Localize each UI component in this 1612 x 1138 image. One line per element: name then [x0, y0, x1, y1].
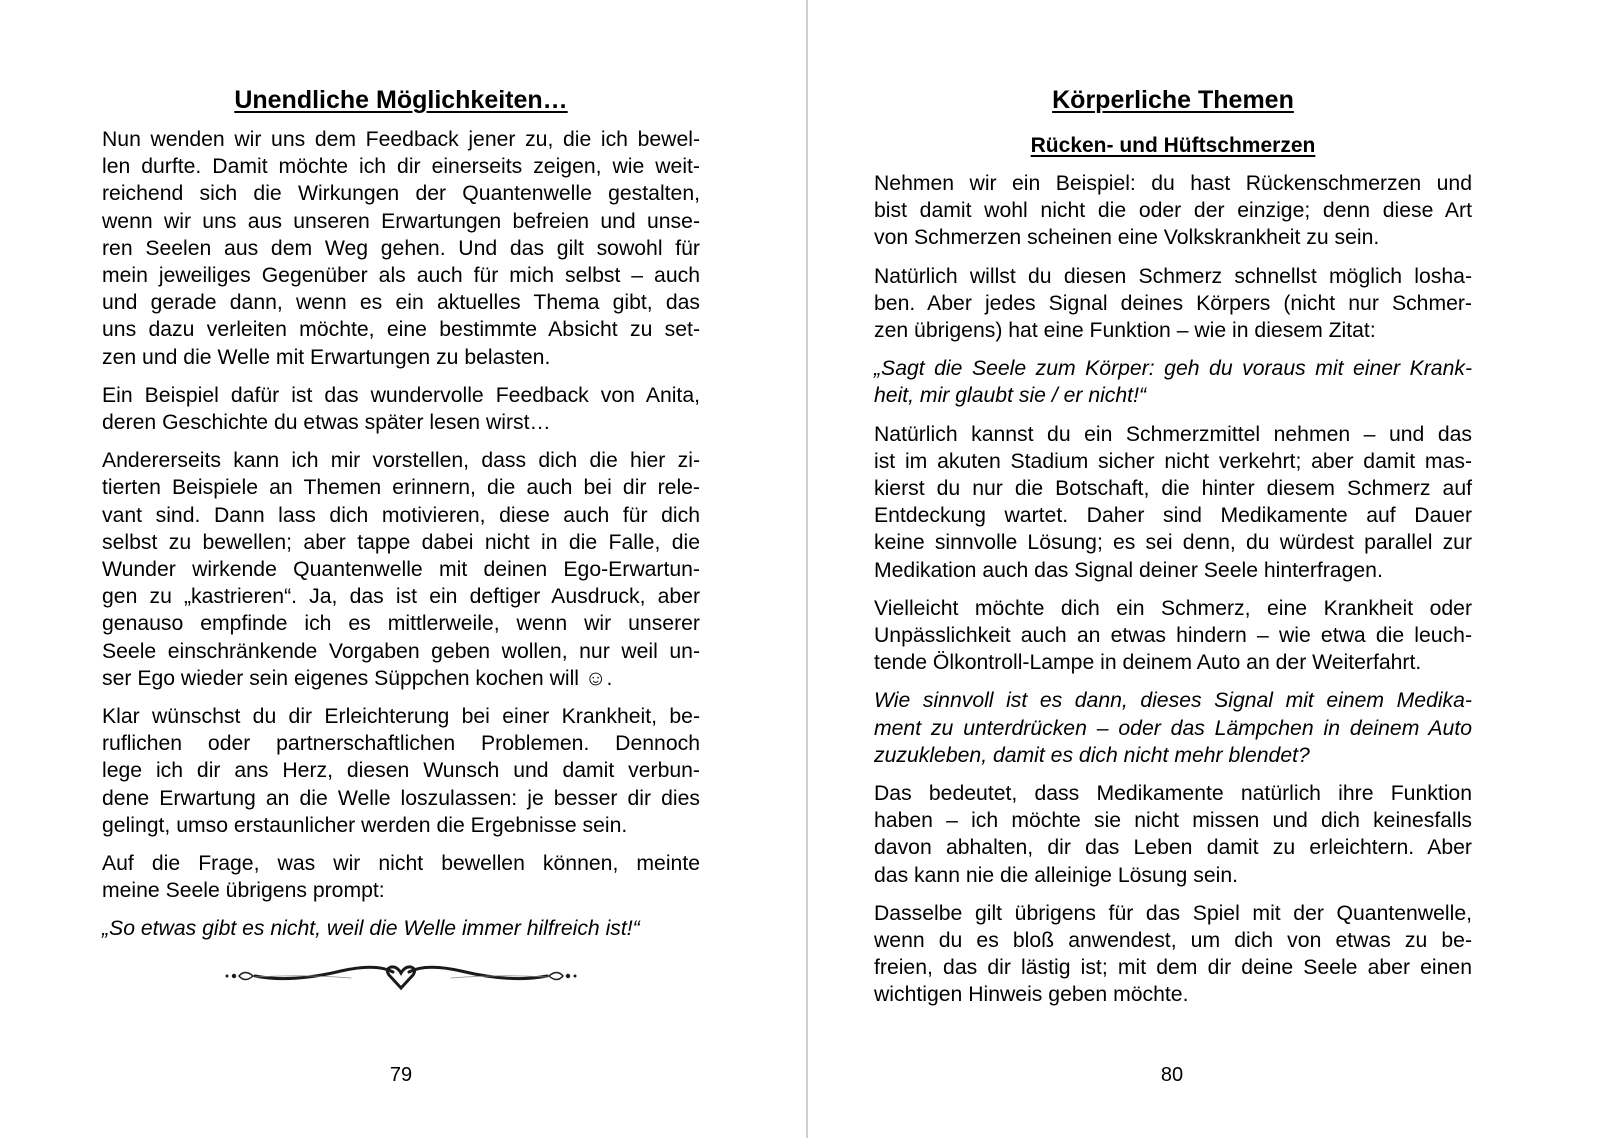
body-paragraph	[874, 780, 1472, 889]
body-paragraph	[874, 170, 1472, 252]
body-paragraph	[874, 595, 1472, 677]
text-line: ben. Aber jedes Signal deines Körpers (nicht nur Schmer-	[874, 291, 1472, 315]
text-line: von Schmerzen scheinen eine Volkskrankheit zu sein.	[874, 226, 1380, 250]
body-paragraph	[102, 382, 700, 436]
text-line: tierten Beispiele an Themen erinnern, die auch bei dir rele-	[102, 476, 700, 500]
text-line: gen zu „kastrieren“. Ja, das ist ein deftiger Ausdruck, aber	[102, 585, 700, 609]
body-paragraph	[102, 447, 700, 692]
page-number: 80	[1160, 1064, 1184, 1086]
text-line: vant sind. Dann lass dich motivieren, diese auch für dich	[102, 503, 700, 527]
text-line: Natürlich kannst du ein Schmerzmittel nehmen – und das	[874, 422, 1472, 446]
body-paragraph	[874, 900, 1472, 1009]
text-line: ruflichen oder partnerschaftlichen Problemen. Dennoch	[102, 732, 700, 756]
text-line: Auf die Frage, was wir nicht bewellen können, meinte	[102, 852, 700, 876]
section-subtitle: Rücken- und Hüftschmerzen	[1030, 134, 1316, 157]
left-page-body	[102, 126, 700, 943]
text-line: ment zu unterdrücken – oder das Lämpchen in deinem Auto	[874, 716, 1472, 740]
text-line: dene Erwartung an die Welle loszulassen: je besser dir dies	[102, 786, 700, 810]
text-line: genauso empfinde ich es mittlerweile, wenn wir unserer	[102, 612, 700, 636]
text-line: zuzukleben, damit es dich nicht mehr blendet?	[874, 743, 1310, 767]
text-line: Natürlich willst du diesen Schmerz schnellst möglich losha-	[874, 264, 1472, 288]
text-line: „So etwas gibt es nicht, weil die Welle immer hilfreich ist!“	[102, 917, 640, 941]
text-line: selbst zu bewellen; aber tappe dabei nicht in die Falle, die	[102, 530, 700, 554]
right-page-body	[874, 170, 1472, 1009]
text-line: Vielleicht möchte dich ein Schmerz, eine Krankheit oder	[874, 596, 1472, 620]
text-line: wenn wir uns aus unseren Erwartungen befreien und unse-	[102, 209, 700, 233]
quote-paragraph	[874, 355, 1472, 409]
text-line: reichend sich die Wirkungen der Quantenwelle gestalten,	[102, 182, 700, 206]
left-page-content	[102, 84, 700, 993]
text-line: Unpässlichkeit auch an etwas hindern – wie etwa die leuch-	[874, 624, 1472, 648]
heart-flourish-divider-icon	[221, 959, 581, 993]
text-line: ren Seelen aus dem Weg gehen. Und das gilt sowohl für	[102, 236, 700, 260]
text-line: wenn du es bloß anwendest, um dich von etwas zu be-	[874, 929, 1472, 953]
text-line: kierst du nur die Botschaft, die hinter diesem Schmerz auf	[874, 477, 1472, 501]
text-line: haben – ich möchte sie nicht missen und dich keinesfalls	[874, 809, 1472, 833]
text-line: „Sagt die Seele zum Körper: geh du voraus mit einer Krank-	[874, 357, 1472, 381]
quote-paragraph	[102, 915, 700, 942]
text-line: wichtigen Hinweis geben möchte.	[874, 983, 1189, 1007]
page-number: 79	[389, 1064, 413, 1086]
right-page-content	[874, 84, 1472, 1020]
text-line: zen übrigens) hat eine Funktion – wie in diesem Zitat:	[874, 319, 1376, 343]
text-line: Andererseits kann ich mir vorstellen, dass dich die hier zi-	[102, 449, 700, 473]
text-line: Nehmen wir ein Beispiel: du hast Rückenschmerzen und	[874, 172, 1472, 195]
text-line: Dasselbe gilt übrigens für das Spiel mit der Quantenwelle,	[874, 901, 1472, 925]
text-line: uns dazu verleiten möchte, eine bestimmte Absicht zu set-	[102, 318, 700, 342]
text-line: meine Seele übrigens prompt:	[102, 879, 385, 903]
right-page	[808, 0, 1612, 1138]
body-paragraph	[102, 126, 700, 371]
body-paragraph	[102, 850, 700, 904]
body-paragraph	[874, 421, 1472, 584]
text-line: lege ich dir ans Herz, diesen Wunsch und damit verbun-	[102, 759, 700, 783]
text-line: mein jeweiliges Gegenüber als auch für mich selbst – auch	[102, 264, 700, 288]
text-line: bist damit wohl nicht die oder der einzige; denn diese Art	[874, 199, 1472, 223]
text-line: tende Ölkontroll-Lampe in deinem Auto an der Weiterfahrt.	[874, 651, 1422, 675]
text-line: keine sinnvolle Lösung; es sei denn, du würdest parallel zur	[874, 531, 1472, 555]
text-line: Entdeckung wartet. Daher sind Medikamente auf Dauer	[874, 504, 1472, 528]
text-line: ser Ego wieder sein eigenes Süppchen kochen will ☺.	[102, 666, 613, 690]
text-line: Medikation auch das Signal deiner Seele hinterfragen.	[874, 558, 1383, 582]
text-line: gelingt, umso erstaunlicher werden die Ergebnisse sein.	[102, 813, 628, 837]
text-line: zen und die Welle mit Erwartungen zu belasten.	[102, 345, 551, 369]
text-line: Ein Beispiel dafür ist das wundervolle Feedback von Anita,	[102, 383, 700, 407]
text-line: len durfte. Damit möchte ich dir einerseits zeigen, wie weit-	[102, 155, 700, 179]
chapter-title: Unendliche Möglichkeiten…	[234, 86, 568, 114]
text-line: das kann nie die alleinige Lösung sein.	[874, 863, 1238, 887]
text-line: Wie sinnvoll ist es dann, dieses Signal mit einem Medika-	[874, 689, 1472, 713]
text-line: heit, mir glaubt sie / er nicht!“	[874, 384, 1147, 408]
quote-paragraph	[874, 687, 1472, 769]
text-line: davon abhalten, dir das Leben damit zu erleichtern. Aber	[874, 836, 1472, 860]
text-line: Nun wenden wir uns dem Feedback jener zu, die ich bewel-	[102, 128, 700, 151]
text-line: Klar wünschst du dir Erleichterung bei einer Krankheit, be-	[102, 705, 700, 729]
text-line: Seele einschränkende Vorgaben geben wollen, nur weil un-	[102, 639, 700, 663]
chapter-title: Körperliche Themen	[1052, 86, 1294, 114]
text-line: freien, das dir lästig ist; mit dem dir deine Seele aber einen	[874, 956, 1472, 980]
text-line: Das bedeutet, dass Medikamente natürlich ihre Funktion	[874, 782, 1472, 806]
text-line: deren Geschichte du etwas später lesen wirst…	[102, 411, 551, 435]
body-paragraph	[102, 703, 700, 839]
text-line: Wunder wirkende Quantenwelle mit deinen Ego-Erwartun-	[102, 558, 700, 582]
text-line: ist im akuten Stadium sicher nicht verkehrt; aber damit mas-	[874, 449, 1472, 473]
body-paragraph	[874, 263, 1472, 345]
text-line: und gerade dann, wenn es ein aktuelles Thema gibt, das	[102, 291, 700, 315]
